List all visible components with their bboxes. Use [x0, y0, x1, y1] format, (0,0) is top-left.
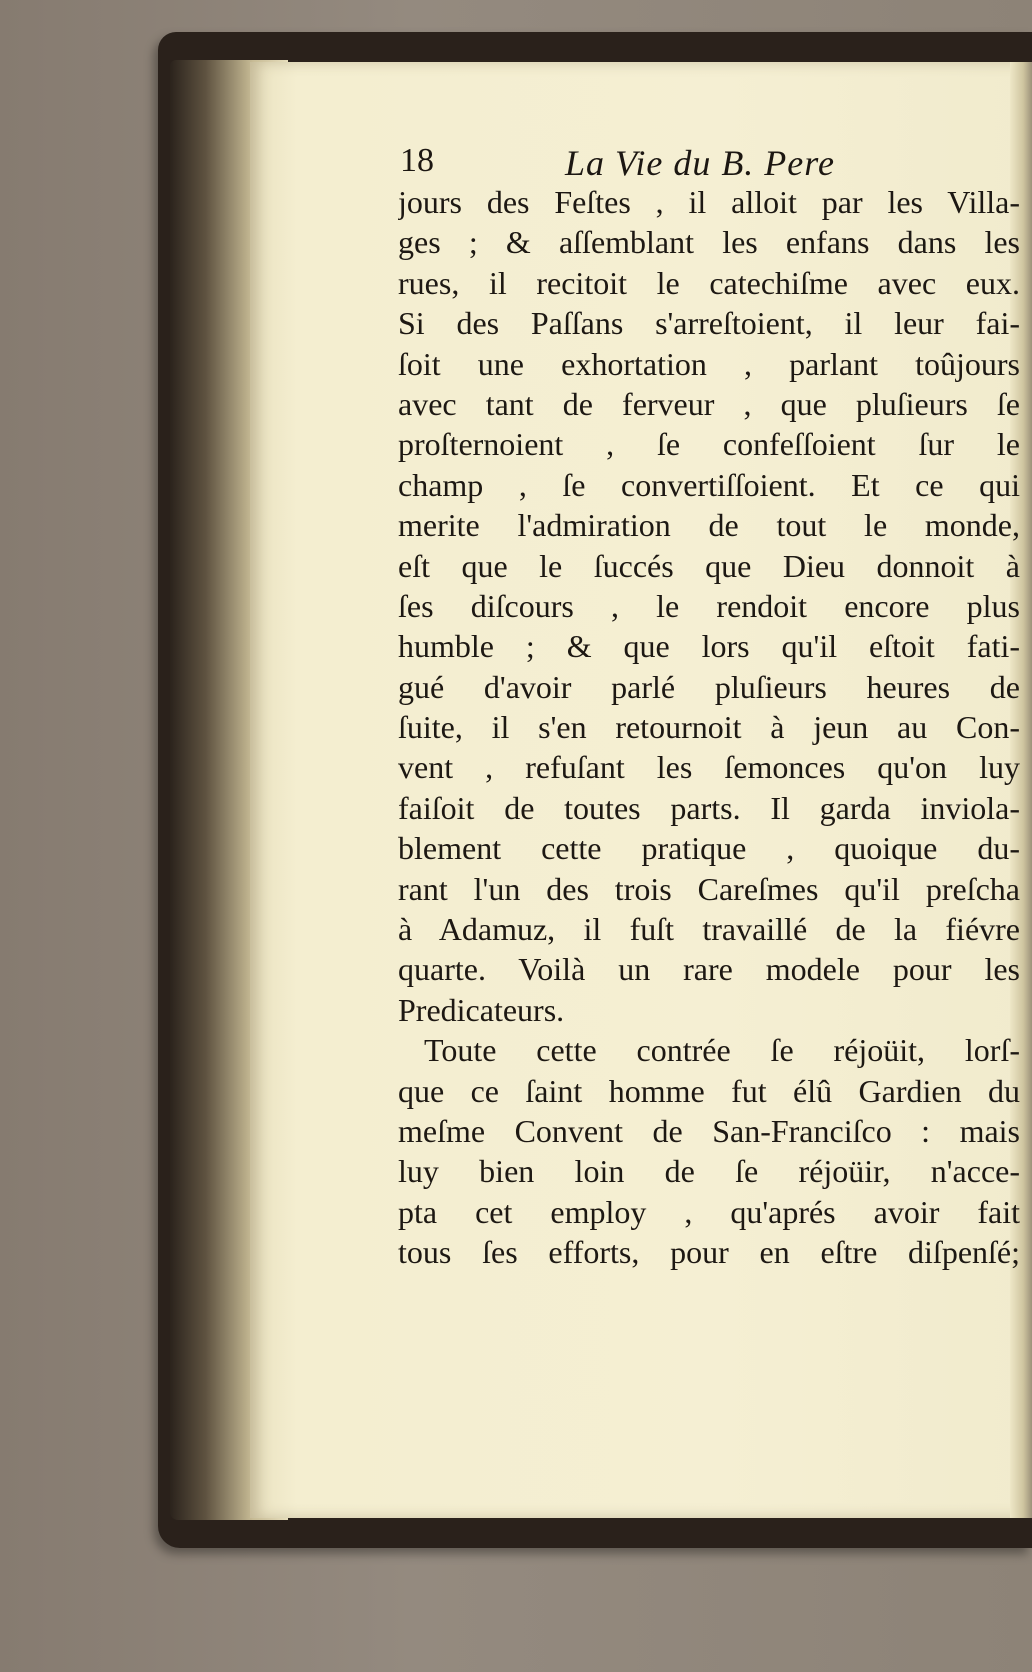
text-line: humble ; & que lors qu'il eſtoit fati-	[398, 628, 1020, 665]
text-line: à Adamuz, il fuſt travaillé de la fiévre	[398, 911, 1020, 948]
text-line: vent , refuſant les ſemonces qu'on luy	[398, 749, 1020, 786]
text-line: Predicateurs.	[398, 991, 565, 1028]
text-line: eſt que le ſuccés que Dieu donnoit à	[398, 547, 1020, 584]
text-line: ſes diſcours , le rendoit encore plus	[398, 587, 1020, 624]
text-line: faiſoit de toutes parts. Il garda inviola-	[398, 789, 1020, 826]
text-line: tous ſes efforts, pour en eſtre diſpenſé;	[398, 1234, 1020, 1271]
text-line: ges ; & aſſemblant les enfans dans les	[398, 224, 1020, 261]
page-header	[400, 138, 1020, 188]
text-line: ſuite, il s'en retournoit à jeun au Con-	[398, 709, 1020, 746]
text-line: Toute cette contrée ſe réjoüit, lorſ-	[424, 1032, 1020, 1069]
text-line: Si des Paſſans s'arreſtoient, il leur fai-	[398, 305, 1020, 342]
text-line: meſme Convent de San-Franciſco : mais	[398, 1112, 1020, 1149]
text-line: avec tant de ferveur , que pluſieurs ſe	[398, 385, 1020, 422]
text-line: luy bien loin de ſe réjoüir, n'acce-	[398, 1153, 1020, 1190]
body-text	[398, 182, 1020, 1273]
text-line: quarte. Voilà un rare modele pour les	[398, 951, 1020, 988]
text-line: ſoit une exhortation , parlant toûjours	[398, 345, 1020, 382]
text-line: rant l'un des trois Careſmes qu'il preſcha	[398, 870, 1020, 907]
text-line: gué d'avoir parlé pluſieurs heures de	[398, 668, 1020, 705]
text-line: pta cet employ , qu'aprés avoir fait	[398, 1193, 1020, 1230]
text-line: proſternoient , ſe confeſſoient ſur le	[398, 426, 1020, 463]
text-line: rues, il recitoit le catechiſme avec eux.	[398, 264, 1020, 301]
text-line: champ , ſe convertiſſoient. Et ce qui	[398, 466, 1020, 503]
page-number: 18	[400, 142, 434, 179]
text-line: blement cette pratique , quoique du-	[398, 830, 1020, 867]
running-head: La Vie du B. Pere	[565, 143, 835, 183]
text-line: merite l'admiration de tout le monde,	[398, 507, 1020, 544]
text-line: jours des Feſtes , il alloit par les Villa-	[398, 184, 1020, 220]
text-line: que ce ſaint homme fut élû Gardien du	[398, 1072, 1020, 1109]
